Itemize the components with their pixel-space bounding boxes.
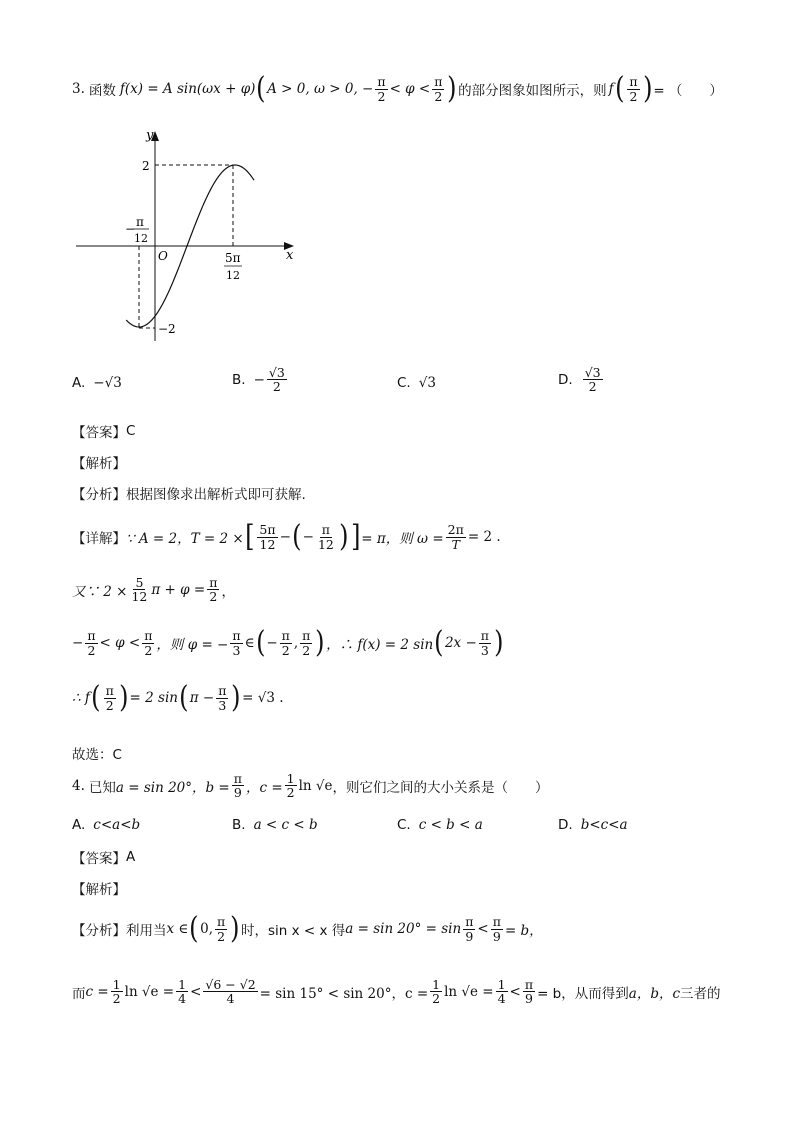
q3-detail-line-2: 又∵ 2 × $\frac{5}{12}$ π + φ = $\frac{\pi}{2}$ ， [72, 575, 235, 605]
q4-stem: 4. 已知 a = sin 20°，b = $\frac{\pi}{9}$ ，c = $\frac{1}{2}$ ln √e ，则它们之间的大小关系是（ ） [72, 771, 549, 801]
q3-f: f [608, 81, 614, 97]
q4-analysis-tag: 【解析】 [72, 882, 126, 898]
q3-stem [72, 71, 723, 106]
origin-label: O [158, 249, 168, 263]
q4-fenxi-line-2: 而 c = $\frac{1}{2}$ ln √e = $\frac{1}{4}$ < $\frac{√6 - √2}{4}$ = sin 15° < sin 20°，c = $\frac{1}{2}$ ln √e = $\frac{1}{4}$ < $\frac{\pi}{9}$ = b，从而得到 a，b，c 三者的 [72, 977, 721, 1007]
left-paren: ( [614, 71, 625, 106]
q3-fenxi-line: 【分析】 根据图像求出解析式即可获解. [72, 487, 306, 503]
q4-option-d: D. b<c<a [558, 817, 628, 833]
q3-answer-line [72, 421, 135, 441]
q3-condition: < φ < [389, 81, 431, 97]
answer-value: C [126, 423, 136, 439]
min-value-label: −2 [158, 322, 176, 336]
q4-number: 4. [72, 777, 85, 794]
q3-detail-line-3: − $\frac{\pi}{2}$ < φ < $\frac{\pi}{2}$ ，则 φ = − $\frac{\pi}{3}$ ∈ ( − $\frac{\pi}{2}$ , $\frac{\pi}{2}$ ) ，∴ f(x) = 2 sin ( 2x − $\frac{\pi}{3}$ ) [72, 625, 504, 660]
q3-function: f(x) = A sin(ωx + φ) [119, 81, 256, 97]
q3-stem-text: 函数 [88, 83, 116, 99]
q4-option-c: C. c < b < a [397, 817, 483, 833]
fraction: $\frac{\pi}{2}$ [377, 74, 386, 104]
q4-option-b: B. a < c < b [232, 817, 318, 833]
q3-detail-line-1: 【详解】 ∵ A = 2，T = 2 × [ $\frac{5\pi}{12}$ − ( − $\frac{\pi}{12}$ ) ] = π，则 ω = $\frac{2\pi}{T}$ = 2 . [72, 519, 501, 554]
neg-tick-denominator: 12 [134, 232, 148, 245]
right-paren: ) [447, 71, 457, 106]
q3-option-b: B. − $\frac{√3}{2}$ [232, 365, 285, 395]
q4-answer-line: 【答案】 A [72, 849, 136, 867]
y-axis-label: y [146, 128, 154, 143]
q3-option-c: C. √3 [397, 375, 436, 391]
answer-tag: 【答案】 [72, 425, 126, 441]
fraction: $\frac{\pi}{2}$ [434, 74, 443, 104]
right-paren: ) [642, 71, 653, 106]
q3-stem-text: = （ ） [653, 83, 723, 99]
fraction: $\frac{\pi}{2}$ [629, 74, 638, 104]
pos-tick-numerator: 5π [225, 251, 241, 265]
q3-analysis-tag: 【解析】 [72, 456, 126, 472]
q4-option-a: A. c<a<b [72, 817, 141, 833]
q3-condition: A > 0, ω > 0, − [267, 81, 374, 97]
q4-fenxi-line-1: 【分析】 利用当 x ∈ ( 0, $\frac{\pi}{2}$ ) 时，sin x < x 得 a = sin 20° = sin $\frac{\pi}{9}$ < $\frac{\pi}{9}$ = b， [72, 911, 543, 946]
q3-option-d: D. $\frac{√3}{2}$ [558, 365, 601, 395]
q3-choose: 故选：C [72, 747, 122, 763]
q3-option-a: A. −√3 [72, 375, 122, 391]
q3-detail-line-4: ∴ f ( $\frac{\pi}{2}$ ) = 2 sin ( π − $\frac{\pi}{3}$ ) = √3 . [72, 680, 284, 715]
q3-number: 3. [72, 81, 85, 97]
neg-tick-numerator: π [136, 215, 144, 229]
neg-tick-sign: − [125, 222, 136, 236]
x-axis-label: x [286, 248, 294, 263]
q3-stem-text: 的部分图象如图所示，则 [458, 83, 607, 99]
q3-graph [70, 125, 310, 345]
left-paren: ( [256, 71, 266, 106]
pos-tick-denominator: 12 [226, 269, 240, 282]
max-value-label: 2 [142, 159, 150, 173]
